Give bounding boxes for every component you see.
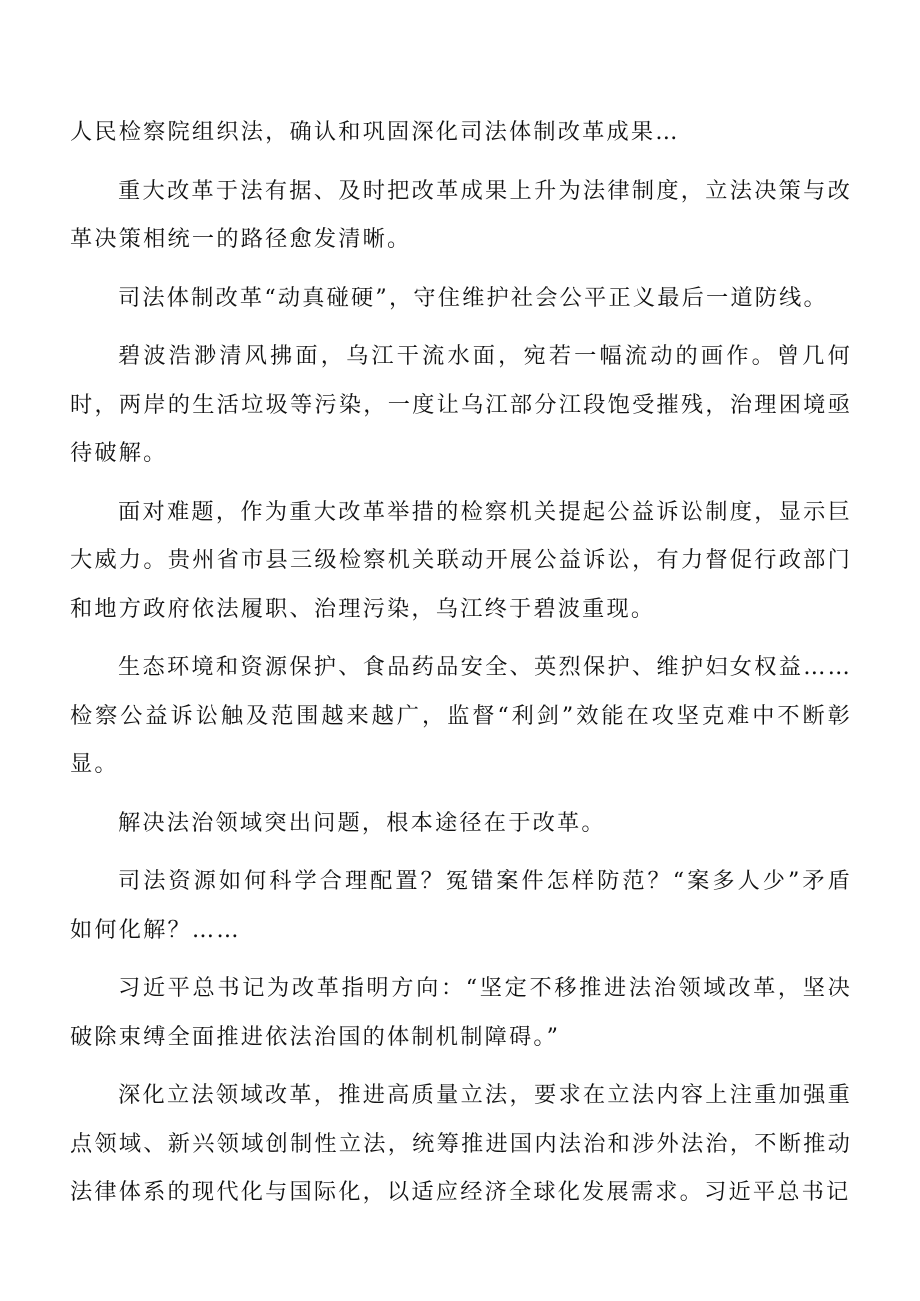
paragraph-continuation: 人民检察院组织法，确认和巩固深化司法体制改革成果… bbox=[70, 119, 680, 145]
paragraph-judicial-reform: 司法体制改革“动真碰硬”，守住维护社会公平正义最后一道防线。 bbox=[118, 284, 828, 311]
document-page bbox=[70, 108, 852, 1227]
paragraph-wujiang-river: 碧波浩渺清风拂面，乌江干流水面，宛若一幅流动的画作。曾几何时，两岸的生活垃圾等污染，一度让乌江部分江段饱受摧残，治理困境亟待破解。 bbox=[70, 343, 852, 466]
paragraph-protection-scope: 生态环境和资源保护、食品药品安全、英烈保护、维护妇女权益……检察公益诉讼触及范围越来越广，监督“利剑”效能在攻坚克难中不断彰显。 bbox=[70, 654, 852, 777]
paragraph-legislation-reform: 重大改革于法有据、及时把改革成果上升为法律制度，立法决策与改革决策相统一的路径愈发清晰。 bbox=[70, 177, 852, 252]
paragraph-public-interest-litigation: 面对难题，作为重大改革举措的检察机关提起公益诉讼制度，显示巨大威力。贵州省市县三级检察机关联动开展公益诉讼，有力督促行政部门和地方政府依法履职、治理污染，乌江终于碧波重现。 bbox=[70, 498, 852, 622]
paragraph-questions: 司法资源如何科学合理配置？冤错案件怎样防范？“案多人少”矛盾如何化解？…… bbox=[70, 868, 852, 943]
paragraph-direction: 习近平总书记为改革指明方向：“坚定不移推进法治领域改革，坚决破除束缚全面推进依法治国的体制机制障碍。” bbox=[70, 975, 852, 1050]
paragraph-fundamental-path: 解决法治领域突出问题，根本途径在于改革。 bbox=[118, 809, 606, 836]
paragraph-high-quality-legislation: 深化立法领域改革，推进高质量立法，要求在立法内容上注重加强重点领域、新兴领域创制性立法，统筹推进国内法治和涉外法治，不断推动法律体系的现代化与国际化，以适应经济全球化发展需求。习近平总书记 bbox=[70, 1082, 852, 1205]
